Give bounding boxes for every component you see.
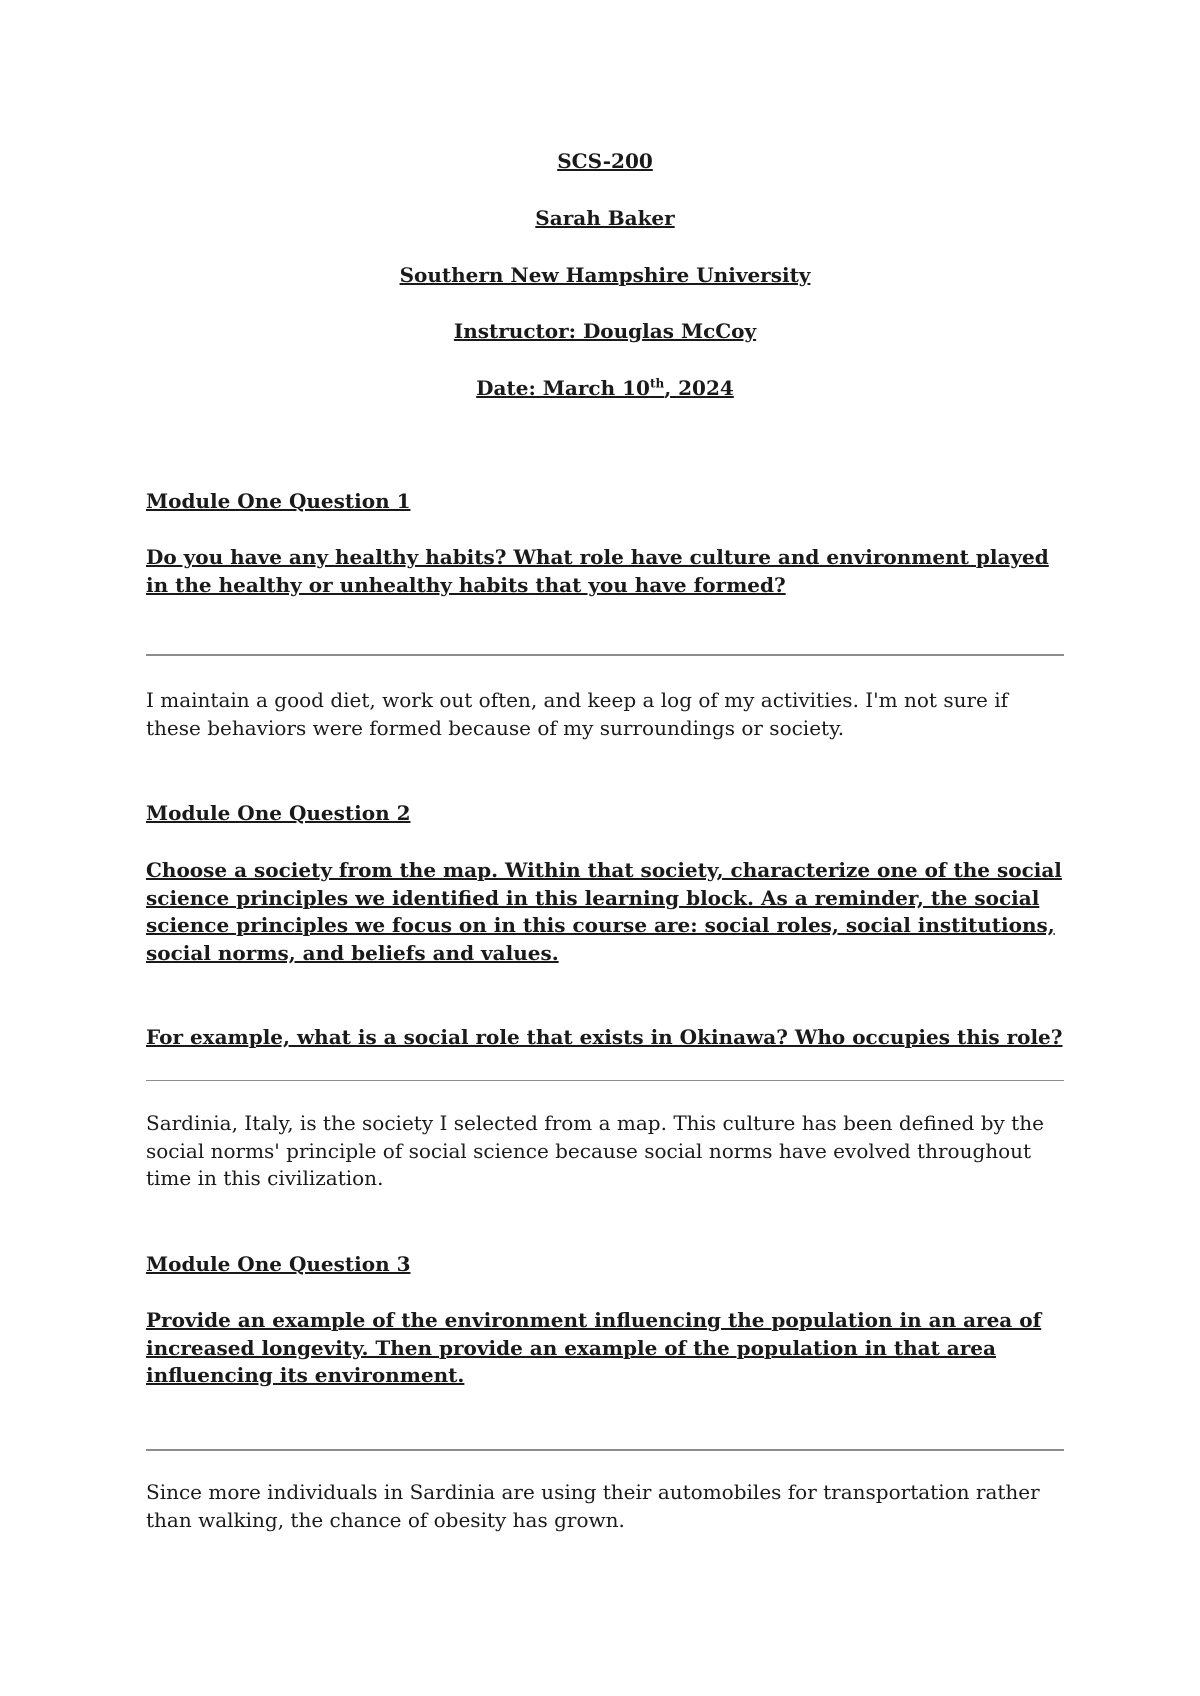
date-superscript: th (649, 376, 665, 391)
section-2-divider (146, 1080, 1064, 1081)
section-1-question: Do you have any healthy habits? What role have culture and environment played in the healthy or unhealthy habits that you have formed? (146, 545, 1049, 597)
section-3-label: Module One Question 3 (146, 1252, 411, 1276)
section-3-divider (146, 1449, 1064, 1451)
section-2-question-example: For example, what is a social role that exists in Okinawa? Who occupies this role? (146, 1025, 1063, 1049)
section-1-answer: I maintain a good diet, work out often, and keep a log of my activities. I'm not sure if these behaviors were formed because of my surroundings or society. (146, 688, 1009, 740)
date-prefix: Date: March 10 (476, 376, 650, 400)
date-suffix: , 2024 (664, 376, 734, 400)
student-name: Sarah Baker (535, 206, 675, 230)
instructor-name: Instructor: Douglas McCoy (453, 319, 757, 343)
section-3-question: Provide an example of the environment influencing the population in an area of increased longevity. Then provide an example of the population in that area influencing its environment. (146, 1308, 1042, 1387)
section-2-question: Choose a society from the map. Within that society, characterize one of the social science principles we identified in this learning block. As a reminder, the social science principles we focus on in this course are: social roles, social institutions, social norms, and beliefs and values. (146, 858, 1062, 965)
section-2-label: Module One Question 2 (146, 801, 411, 825)
university-name: Southern New Hampshire University (399, 263, 811, 287)
section-1-divider (146, 654, 1064, 656)
section-3-answer: Since more individuals in Sardinia are using their automobiles for transportation rather than walking, the chance of obesity has grown. (146, 1480, 1040, 1532)
course-code: SCS-200 (557, 149, 653, 173)
section-2-answer: Sardinia, Italy, is the society I selected from a map. This culture has been defined by the social norms' principle of social science because social norms have evolved throughout time in this civilization. (146, 1111, 1044, 1190)
submission-date (146, 375, 1064, 401)
section-1-label: Module One Question 1 (146, 489, 411, 513)
